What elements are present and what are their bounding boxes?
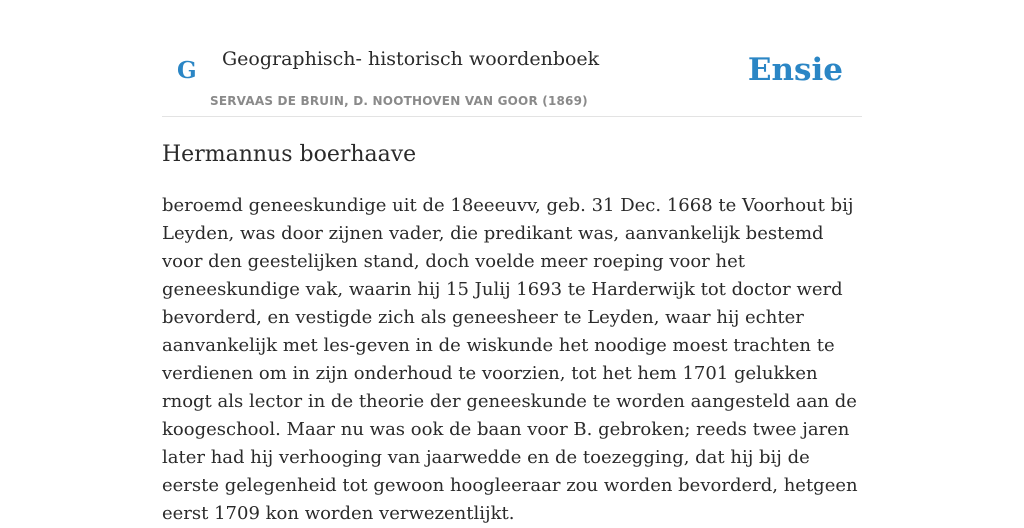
entry-body: beroemd geneeskundige uit de 18eeeuvv, geb. 31 Dec. 1668 te Voorhout bij Leyden, was door zijnen vader, die predikant was, aanvankelijk bestemd voor den geestelijken stand, doch voelde meer roeping voor het geneeskundige vak, waarin hij 15 Julij 1693 te Harderwijk tot doctor werd bevorderd, en vestigde zich als geneesheer te Leyden, waar hij echter aanvankelijk met les-geven in de wiskunde het noodige moest trachten te verdienen om in zijn onderhoud te voorzien, tot het hem 1701 gelukken rnogt als lector in de theorie der geneeskunde te worden aangesteld aan de koogeschool. Maar nu was ook de baan voor B. gebroken; reeds twee jaren later had hij verhooging van jaarwedde en de toezegging, dat hij bij de eerste gelegenheid tot gewoon hoogleeraar zou worden bevorderd, hetgeen eerst 1709 kon worden verwezentlijkt. — [162, 195, 858, 524]
ensie-logo[interactable]: Ensie — [747, 52, 843, 88]
book-title[interactable]: Geographisch- historisch woordenboek — [222, 48, 600, 70]
book-logo-icon[interactable]: G — [177, 57, 197, 84]
header — [162, 0, 862, 117]
entry-title: Hermannus boerhaave — [162, 142, 417, 167]
book-authors: SERVAAS DE BRUIN, D. NOOTHOVEN VAN GOOR (1869) — [210, 94, 588, 108]
